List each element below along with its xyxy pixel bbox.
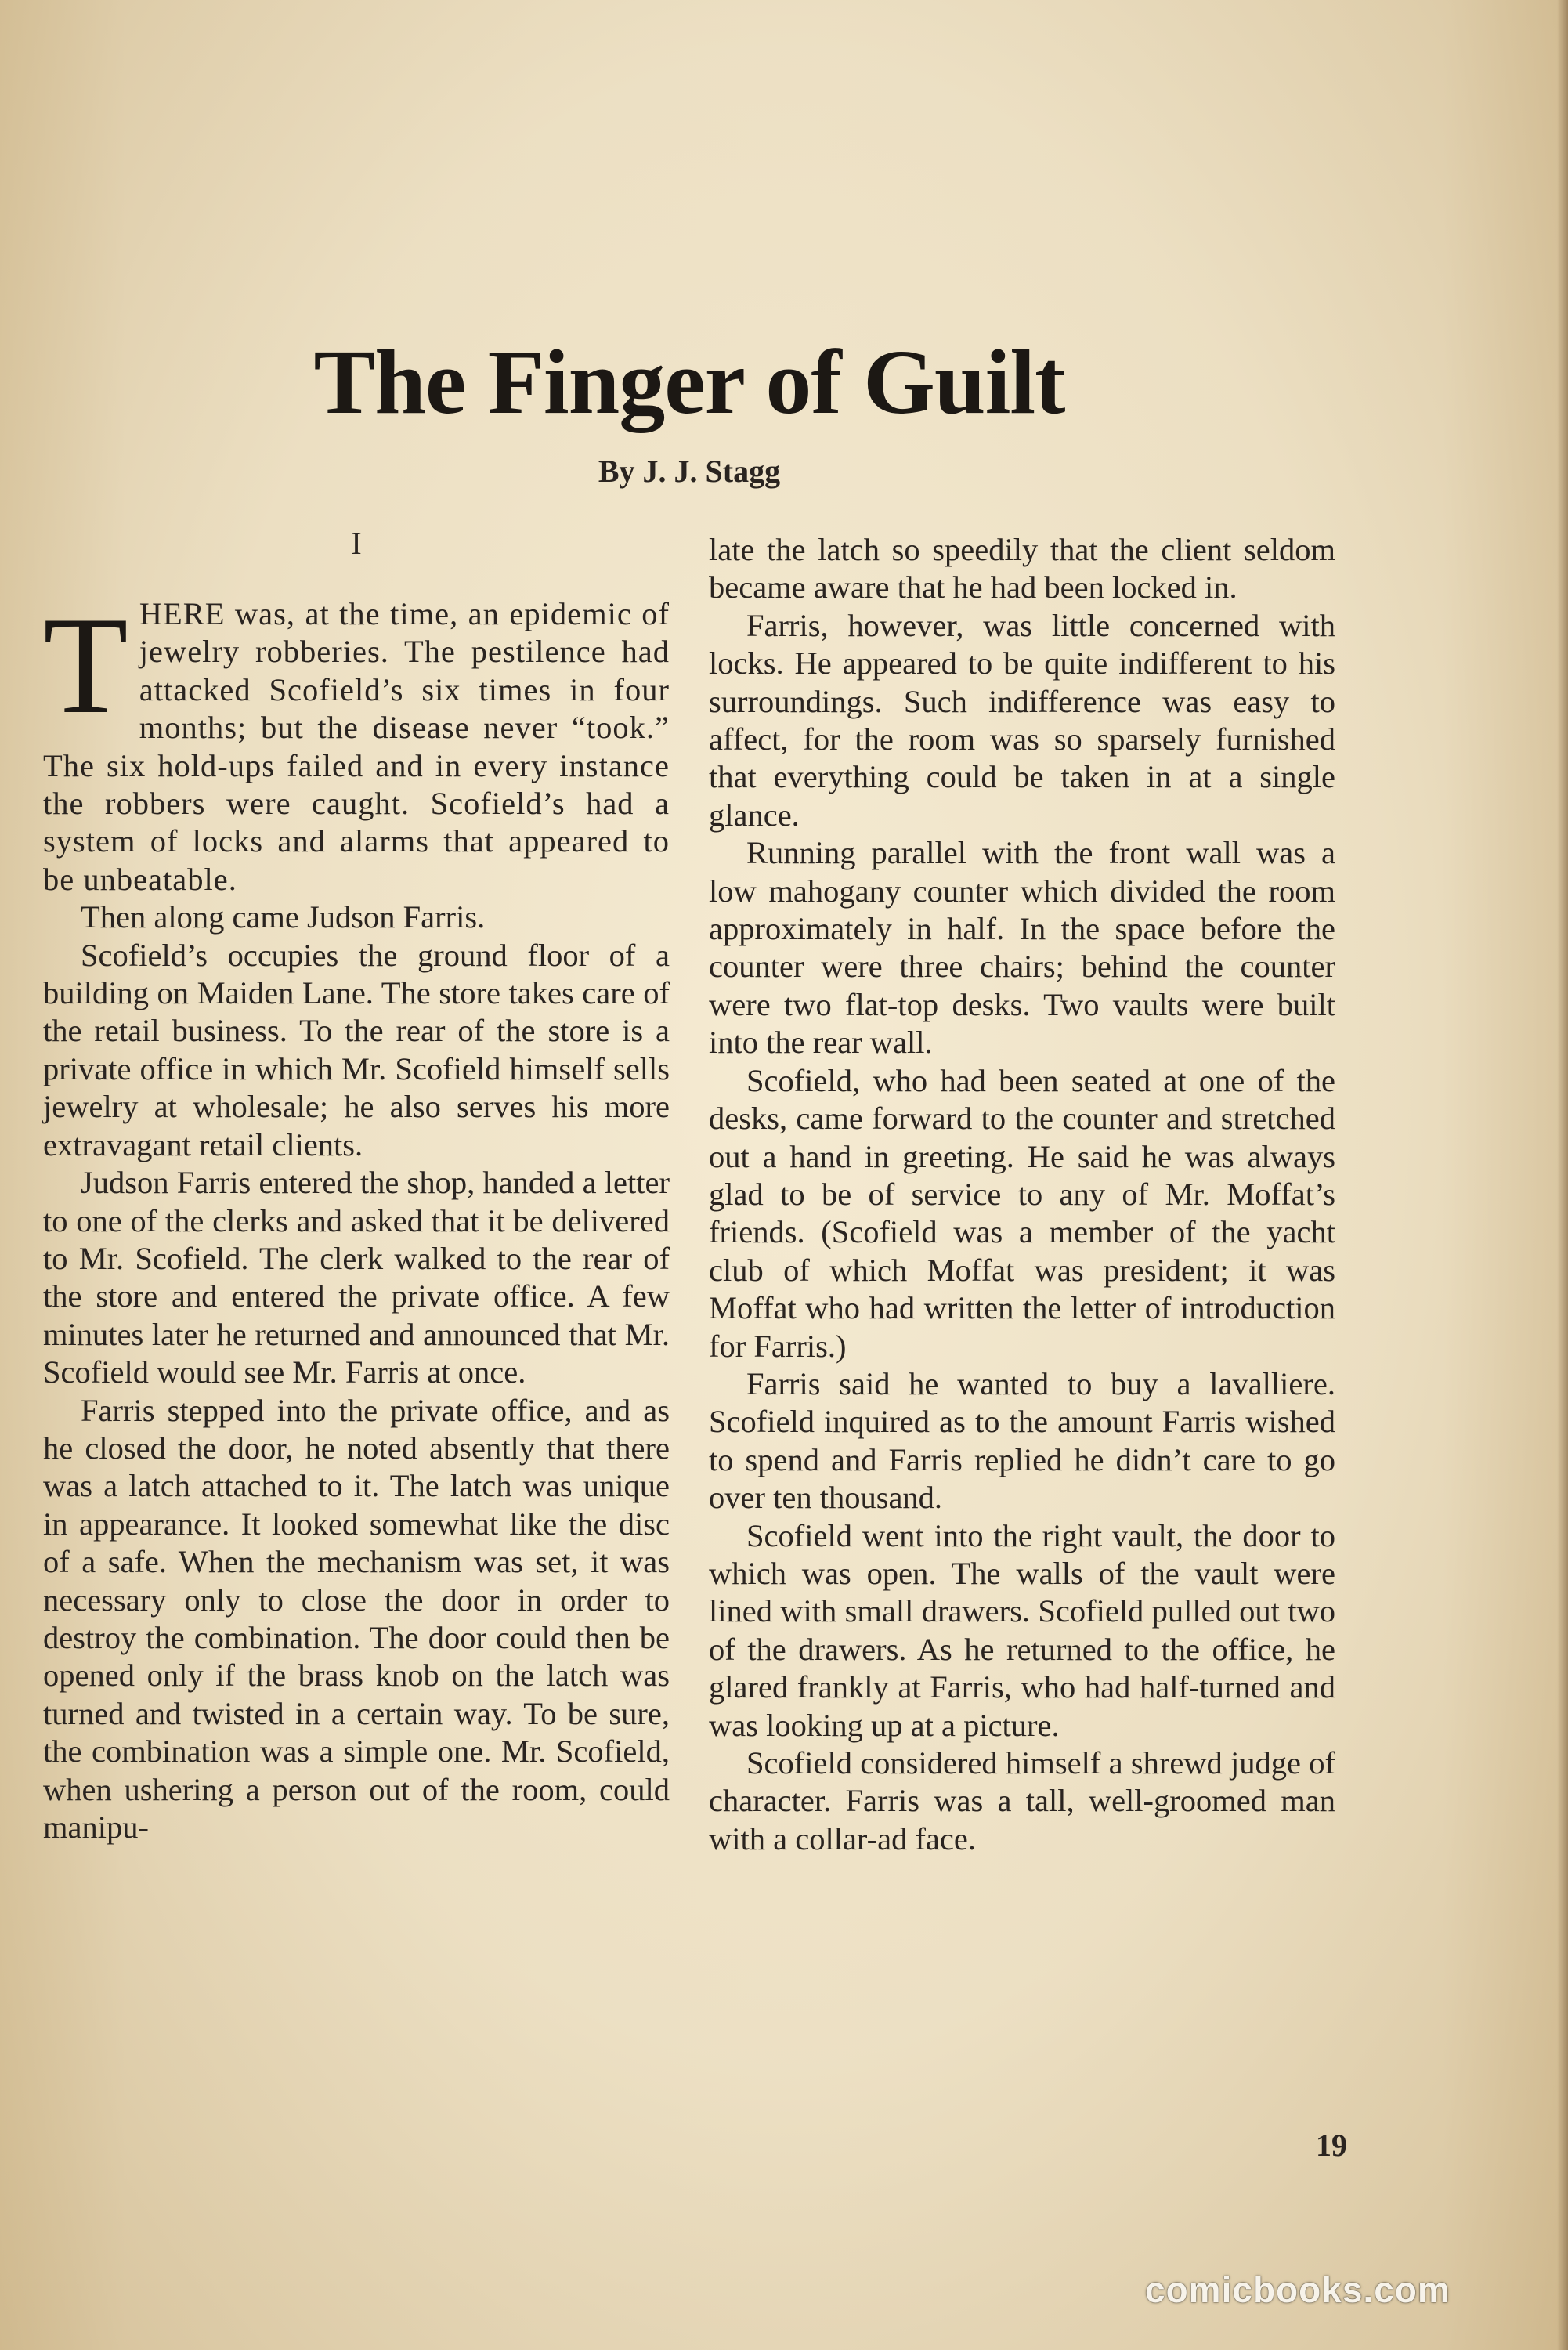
story-byline: By J. J. Stagg: [598, 454, 781, 489]
paragraph: Farris said he wanted to buy a lavalliere. Scofield inquired as to the amount Farris wished to spend and Farris replied he didn’t care to go over ten thousand.: [709, 1365, 1335, 1516]
paragraph-continuation: late the latch so speedily that the client seldom became aware that he had been locked in.: [709, 532, 1335, 606]
site-watermark: comicbooks.com: [1145, 2269, 1451, 2310]
page-number: 19: [1316, 2128, 1347, 2163]
paragraph: Scofield’s occupies the ground floor of a building on Maiden Lane. The store takes care of the retail business. To the rear of the store is a private office in which Mr. Scofield himself sells jewelry at wholesale; he also serves his more extravagant retail clients.: [43, 937, 670, 1162]
paragraph: Running parallel with the front wall was a low mahogany counter which divided the room approximately in half. In the space before the counter were three chairs; behind the counter were two flat-top desks. Two vaults were built into the rear wall.: [709, 835, 1335, 1061]
section-number: I: [351, 526, 362, 561]
text-column-left: [43, 525, 670, 1846]
paragraph: Scofield went into the right vault, the door to which was open. The walls of the vault were lined with small drawers. Scofield pulled out two of the drawers. As he returned to the office, he glared frankly at Farris, who had half-turned and was looking up at a picture.: [709, 1517, 1335, 1743]
paragraph: Judson Farris entered the shop, handed a letter to one of the clerks and asked that it be delivered to Mr. Scofield. The clerk walked to the rear of the store and entered the private office. A few minutes later he returned and announced that Mr. Scofield would see Mr. Farris at once.: [43, 1165, 670, 1390]
page-edge-shadow: [1557, 0, 1568, 2350]
paragraph: Farris, however, was little concerned with locks. He appeared to be quite indifferent to his surroundings. Such indifference was easy to affect, for the room was so sparsely furnished that everything could be taken in at a single glance.: [709, 607, 1335, 833]
drop-cap: T: [43, 588, 128, 743]
paragraph: Then along came Judson Farris.: [81, 899, 486, 935]
text-column-right: [709, 531, 1335, 1858]
opening-paragraph: [43, 588, 670, 898]
paragraph: Farris stepped into the private office, and as he closed the door, he noted absently that there was a latch attached to it. The latch was unique in appearance. It looked somewhat like the disc of a safe. When the mechanism was set, it was necessary only to close the door in order to destroy the combination. The door could then be opened only if the brass knob on the latch was turned and twisted in a certain way. To be sure, the combination was a simple one. Mr. Scofield, when ushering a person out of the room, could manipu-: [43, 1392, 670, 1845]
story-title: The Finger of Guilt: [313, 331, 1065, 433]
paragraph: Scofield, who had been seated at one of the desks, came forward to the counter and stretched out a hand in greeting. He said he was always glad to be of service to any of Mr. Moffat’s friends. (Scofield was a member of the yacht club of which Moffat was president; it was Moffat who had written the letter of introduction for Farris.): [709, 1062, 1335, 1364]
opening-paragraph-text: HERE was, at the time, an epidemic of jewelry robberies. The pestilence had attacked Scofield’s six times in four months; but the disease never “took.” The six hold-ups failed and in every instance the robbers were caught. Scofield’s had a system of locks and alarms that appeared to be unbeatable.: [43, 596, 670, 897]
paragraph: Scofield considered himself a shrewd judge of character. Farris was a tall, well-groomed man with a collar-ad face.: [709, 1745, 1335, 1856]
